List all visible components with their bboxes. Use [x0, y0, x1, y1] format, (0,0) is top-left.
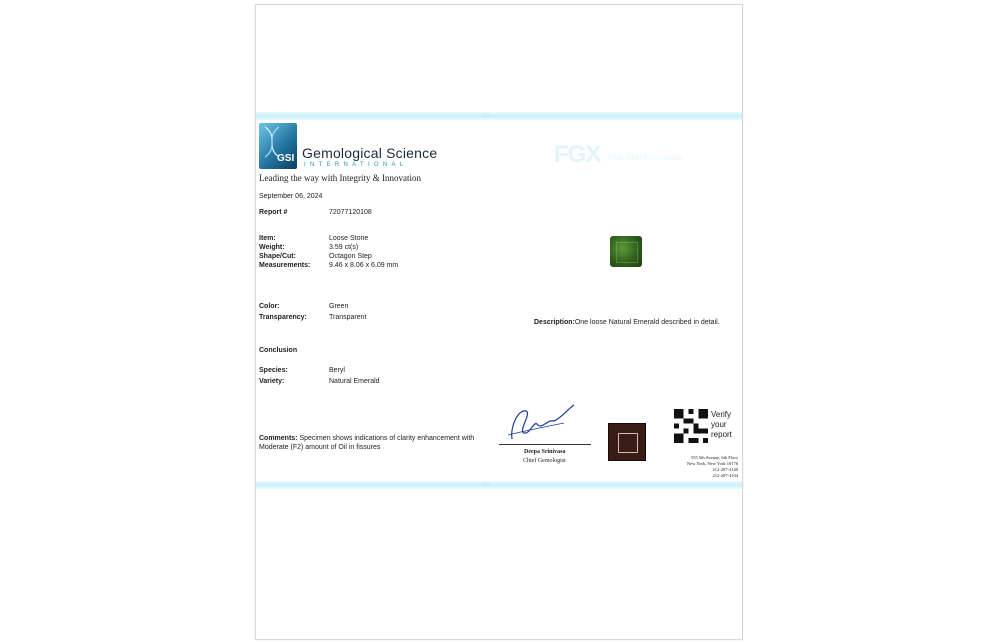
variety-value: Natural Emerald: [329, 378, 380, 385]
company-name: Gemological Science: [302, 145, 438, 161]
seal-stamp: [608, 423, 646, 461]
signer-name: Deepa Srinivasa: [524, 449, 566, 455]
species-value: Beryl: [329, 367, 345, 374]
comments-line2: Moderate (F2) amount of Oil in fissures: [259, 444, 381, 451]
comments: [259, 434, 474, 443]
address-block: [687, 455, 738, 479]
detail-label: Weight:: [259, 244, 285, 251]
species-label: Species:: [259, 367, 288, 374]
detail-value: Loose Stone: [329, 235, 369, 242]
qr-code-icon[interactable]: [674, 409, 708, 443]
transparency-value: Transparent: [329, 314, 367, 321]
logo-text: GSI: [277, 153, 295, 164]
comments-label: Comments:: [259, 435, 298, 442]
comments-line1: Specimen shows indications of clarity enhancement with: [299, 435, 475, 442]
detail-value: Octagon Step: [329, 253, 372, 260]
report-date: September 06, 2024: [259, 193, 323, 200]
address-line: 555 5th Avenue, 6th Floor: [690, 455, 738, 460]
conclusion-heading: Conclusion: [259, 347, 298, 354]
bottom-band: GSI: [256, 481, 742, 489]
watermark-sub: FINE GEM EXCHANGE: [608, 155, 684, 162]
description: [534, 318, 720, 327]
emerald-photo: [610, 236, 642, 267]
address-line: New York, New York 10176: [686, 461, 738, 466]
verify-line: Verify: [711, 410, 732, 419]
seal-inner: [618, 433, 638, 453]
report-number: 72077120108: [329, 209, 372, 216]
detail-value: 9.46 x 8.06 x 6.09 mm: [329, 262, 399, 269]
watermark-logo: FGX: [554, 141, 601, 168]
color-label: Color:: [259, 303, 280, 310]
description-text: One loose Natural Emerald described in detail.: [574, 319, 720, 326]
address-line: 212-207-4140: [712, 467, 738, 472]
verify-line: your: [711, 420, 727, 429]
detail-label: Measurements:: [259, 262, 311, 269]
signature-icon: [504, 401, 576, 443]
signature-line: [499, 444, 591, 445]
verify-line: report: [711, 430, 732, 439]
detail-value: 3.59 ct(s): [329, 244, 359, 251]
report-number-label: Report #: [259, 209, 288, 216]
signer-title: Chief Gemologist: [523, 458, 566, 464]
tagline: Leading the way with Integrity & Innovation: [259, 173, 421, 183]
variety-label: Variety:: [259, 378, 285, 385]
description-label: Description:: [534, 319, 575, 326]
detail-label: Item:: [259, 235, 276, 242]
transparency-label: Transparency:: [259, 314, 307, 321]
address-line: 212-207-4104: [712, 473, 738, 478]
color-value: Green: [329, 303, 349, 310]
report-sheet: [255, 4, 743, 640]
verify-text[interactable]: [711, 410, 732, 440]
detail-label: Shape/Cut:: [259, 253, 296, 260]
company-sub: INTERNATIONAL: [304, 162, 408, 168]
gsi-logo: [259, 123, 297, 169]
top-band: GSI: [256, 112, 742, 120]
